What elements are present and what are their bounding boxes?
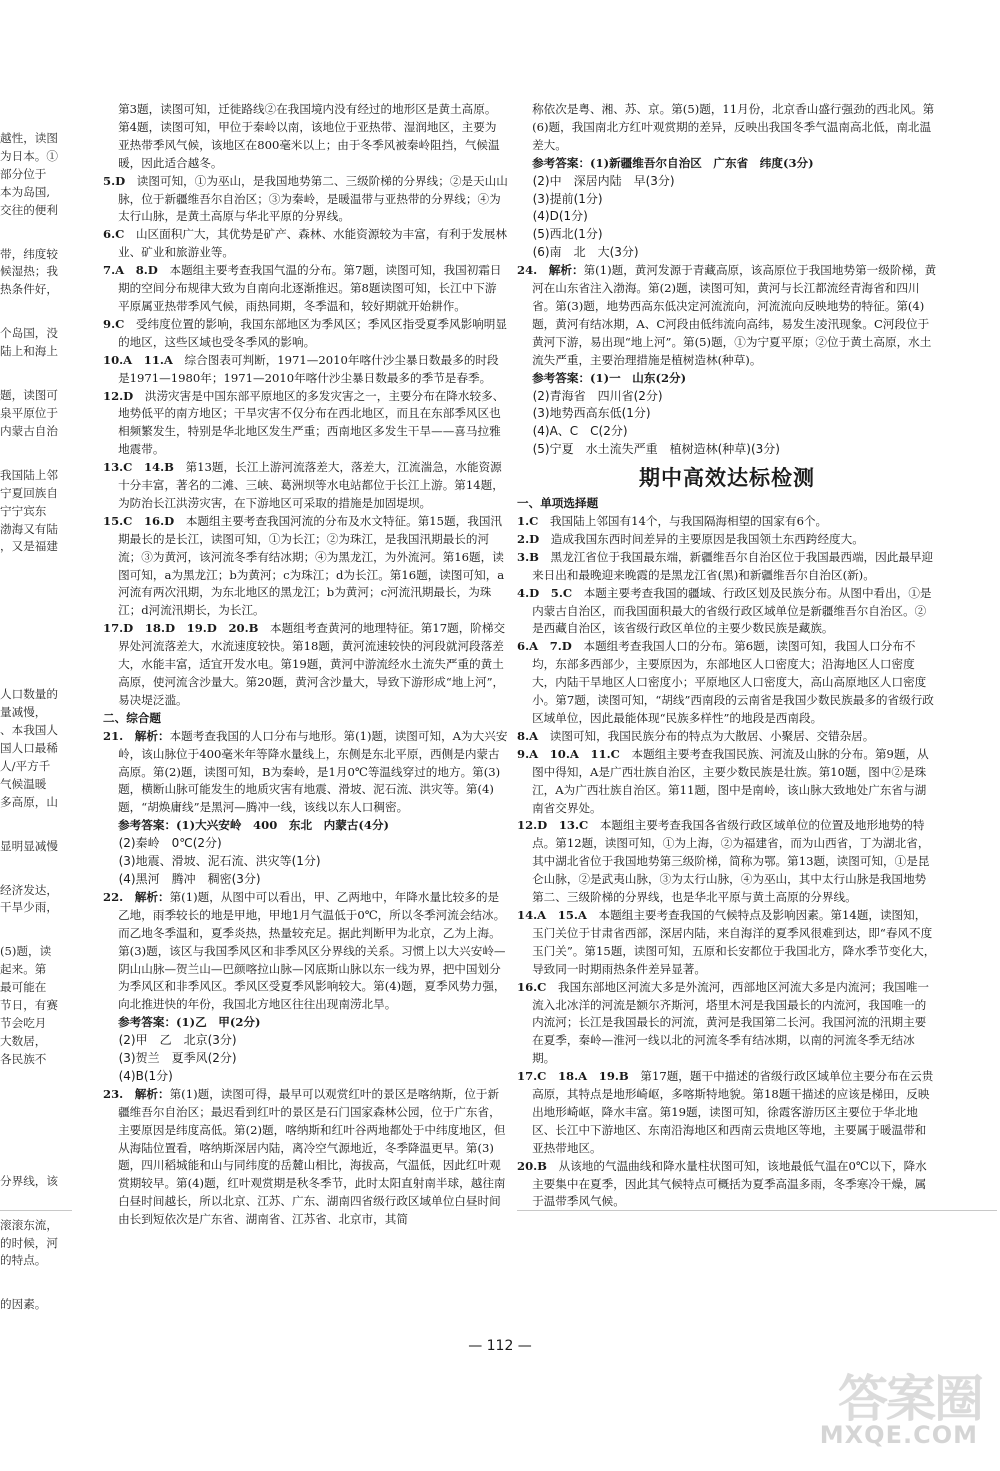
left-fragment-line: (5)题，读 <box>0 944 52 959</box>
left-fragment-line: 泉平原位于 <box>0 405 58 420</box>
question-number: 24. <box>517 263 538 278</box>
question-answer <box>517 728 937 746</box>
question-answer <box>517 1068 937 1158</box>
left-fragment-line <box>0 812 72 838</box>
question-answer <box>517 638 937 728</box>
question-answer <box>103 316 508 352</box>
left-fragment-line: 的因素。 <box>0 1297 47 1312</box>
left-fragment-line: 我国陆上邻 <box>0 467 58 482</box>
left-fragment-line: 部分位于 <box>0 166 47 181</box>
question-answer <box>103 262 508 316</box>
left-fragment-line <box>0 917 72 943</box>
question-answer <box>517 1158 937 1212</box>
answer-text: 参考答案：(1)乙 甲(2分) <box>118 1015 261 1030</box>
watermark-logo <box>802 1351 982 1461</box>
question-answer <box>103 513 508 620</box>
question-number: 13.C 14.B <box>103 460 174 475</box>
answer-subitem: (5)宁夏 水土流失严重 植树造林(种草)(3分) <box>532 442 780 457</box>
answer-text: 参考答案：(1)大兴安岭 400 东北 内蒙古(4分) <box>118 818 390 833</box>
left-fragment-line: 交往的便利 <box>0 202 58 217</box>
right-column <box>517 101 937 1211</box>
question-number: 5.D <box>103 173 126 188</box>
left-fragment-line: 本为岛国, <box>0 184 51 199</box>
left-fragment-line <box>0 556 72 582</box>
left-fragment-line: 显明显减慢 <box>0 838 58 853</box>
left-fragment-line <box>0 361 72 387</box>
left-fragment-line: 宁夏回族自 <box>0 485 58 500</box>
explanation-text: 本题组主要考查我国各省级行政区域单位的位置及地形地势的特点。第12题，读图可知，①为上海，②为福建省，而为山西省，丁为湖北省，其中湖北省位于我国地势第三级阶梯，简称为鄂。第13题，读图可知，①是昆仑山脉，②是武夷山脉，③为太行山脉，④为巫山，其中太行山脉是我国地势第二、三级阶梯的分界线，也是华北平原与黄土高原的分界线。 <box>532 818 930 905</box>
explanation-text: 读图可知，我国民族分布的特点为大散居、小聚居、交错杂居。 <box>549 728 875 743</box>
left-fragment-line: 人口数量的 <box>0 687 58 702</box>
analysis-label: 解析： <box>134 1086 170 1101</box>
left-fragment-line: 越性，读图 <box>0 131 58 145</box>
page-number: — 112 — <box>468 1338 532 1354</box>
question-number: 2.D <box>517 531 540 546</box>
left-fragment-line <box>0 1095 72 1121</box>
explanation-text: 造成我国东西时间差异的主要原因是我国领土东西跨经度大。 <box>550 531 864 546</box>
left-fragment-line: 为日本。① <box>0 148 58 163</box>
question-number: 21. <box>103 728 124 743</box>
question-number: 12.D <box>103 388 134 403</box>
left-fragment-line <box>0 608 72 634</box>
answer-subitem: (2)青海省 四川省(2分) <box>532 388 663 403</box>
left-fragment-line: 宁宁宾东 <box>0 503 47 518</box>
answer-subitem: (3)贺兰 夏季风(2分) <box>118 1051 237 1066</box>
question-number: 23. <box>103 1086 124 1101</box>
question-number: 9.C <box>103 316 125 331</box>
left-fragment-line: 气候温暖 <box>0 776 47 791</box>
middle-column <box>103 101 508 1229</box>
left-fragment-line <box>0 299 72 325</box>
left-fragment-line: 量减慢， <box>0 705 47 720</box>
explanation-text: 第13题，长江上游河流落差大，落差大，江流湍急，水能资源十分丰富，著名的二滩、三峡、葛洲坝等水电站都位于长江上游。第14题，为防治长江洪涝灾害，在下游地区可采取的措施是加固堤坝。 <box>118 460 504 510</box>
left-fragment-line: ，又是福建 <box>0 539 58 554</box>
question-number: 8.A <box>517 728 539 743</box>
analysis-label: 解析： <box>134 728 170 743</box>
left-fragment-line: 内蒙古自治 <box>0 423 58 438</box>
left-fragment-line: 的时候，河 <box>0 1235 58 1250</box>
question-answer <box>517 585 937 639</box>
question-answer <box>103 173 508 227</box>
explanation-text: 本题组主要考查我国民族、河流及山脉的分布。第9题，从图中得知，A是广西壮族自治区，主要少数民族是壮族。第10题，图中②是珠江，A为广西壮族自治区。第11题，图中是南岭，该山脉大致地处广东省与湖南省交界处。 <box>532 746 929 815</box>
left-fragment-line: 人/平方千 <box>0 758 51 773</box>
question-answer <box>517 513 937 531</box>
left-fragment-line: 大数居， <box>0 1033 47 1048</box>
reference-answer <box>103 817 508 835</box>
section-title: 期中高效达标检测 <box>639 465 815 491</box>
left-fragment-line: 起来。第 <box>0 962 47 977</box>
reference-answer <box>517 370 937 388</box>
answer-subitem: (2)秦岭 0℃(2分) <box>118 836 222 851</box>
left-fragment-line: 渤海又有陆 <box>0 521 58 536</box>
answer-text: 参考答案：(1)一 山东(2分) <box>532 370 687 385</box>
question-number: 17.D 18.D 19.D 20.B <box>103 621 259 636</box>
answer-subitem: (2)中 深居内陆 早(3分) <box>532 173 675 188</box>
question-answer <box>103 459 508 513</box>
question-number: 6.C <box>103 227 125 242</box>
question-number: 6.A 7.D <box>517 639 572 654</box>
question-number: 7.A 8.D <box>103 263 158 278</box>
question-answer <box>517 817 937 907</box>
reference-answer <box>103 1014 508 1032</box>
left-fragment-line: 分界线，该 <box>0 1173 58 1188</box>
explanation-text: 本题考查我国的人口分布与地形。第(1)题，读图可知，A为大兴安岭，该山脉位于400毫米年等降水量线上，东侧是东北平原，西侧是内蒙古高原。第(2)题，读图可知，B为秦岭，是1月0℃等温线穿过的地方。第(3)题，横断山脉可能发生的地质灾害有地震、滑坡、泥石流、洪灾等。第(4)题，“胡焕庸线”是黑河—腾冲一线，该线以东人口稠密。 <box>118 728 508 815</box>
question-answer <box>517 531 937 549</box>
left-fragment-line: 带，纬度较 <box>0 246 58 261</box>
explanation-text: 本题主要考查我国的疆域、行政区划及民族分布。从图中看出，①是内蒙古自治区，而我国面积最大的省级行政区域单位是新疆维吾尔自治区。②是西藏自治区，该省级行政区单位的主要少数民族是藏族。 <box>532 585 932 636</box>
answer-subitem: (3)提前(1分) <box>532 191 603 206</box>
left-fragment-line: 经济发达， <box>0 882 58 897</box>
explanation-text: 本题组考查我国人口的分布。第6题，读图可知，我国人口分布不均，东部多西部少，主要原因为，东部地区人口密度大；沿海地区人口密度大，内陆干旱地区人口密度小；平原地区人口密度大，高山高原地区人口密度小。第7题，读图可知，“胡线”西南段的云南省是我国少数民族最多的省级行政区域单位，因此最能体现“民族多样性”的地段是西南段。 <box>532 639 934 725</box>
section-heading: 一、单项选择题 <box>517 496 599 511</box>
left-fragment-line: 多高原，山 <box>0 794 58 809</box>
question-number: 17.C 18.A 19.B <box>517 1069 629 1084</box>
answer-subitem: (3)地势西高东低(1分) <box>532 406 651 421</box>
left-fragment-line: 候湿热；我 <box>0 264 58 279</box>
left-fragment-line: 、本我国人 <box>0 723 58 738</box>
left-fragment-line <box>0 1121 72 1147</box>
watermark-main-text: 答案圈 <box>838 1370 982 1428</box>
explanation-text: 从该地的气温曲线和降水量柱状图可知，该地最低气温在0℃以下，降水主要集中在夏季，因此其气候特点可概括为夏季高温多雨，冬季寒冷干燥，属于温带季风气候。 <box>532 1158 927 1209</box>
continued-text: 称依次是粤、湘、苏、京。第(5)题，11月份，北京香山盛行强劲的西北风。第(6)题，我国南北方红叶观赏期的差异，反映出我国冬季气温南高北低，南北温差大。 <box>532 102 935 152</box>
left-fragment-line: 滚滚东流， <box>0 1217 58 1232</box>
question-number: 10.A 11.A <box>103 352 173 367</box>
explanation-text: 我国陆上邻国有14个，与我国隔海相望的国家有6个。 <box>549 514 828 529</box>
analysis-label: 解析： <box>548 263 584 278</box>
left-fragment-line <box>0 1069 72 1095</box>
explanation-text: 第(1)题，从图中可以看出，甲、乙两地中，年降水量比较多的是乙地，雨季较长的地是甲地，甲地1月气温低于0℃，所以冬季河流会结冰。而乙地冬季温和，夏季炎热，热量较充足。据此判断甲为北京，乙为上海。第(3)题，该区与我国季风区和非季风区分界线的关系。习惯上以大兴安岭—阴山山脉—贺兰山—巴颜喀拉山脉—冈底斯山脉以东一线为界，把中国划分为季风区和非季风区。季风区受夏季风影响较大。第(4)题，夏季风势力强，向北推进快的年份，我国北方地区往往出现南涝北旱。 <box>118 889 506 1012</box>
explanation-text: 本题组主要考查我国气温的分布。第7题，读图可知，我国初霜日期的空间分布规律大致为自南向北逐渐推迟。第8题读图可知，长江中下游平原属亚热带季风气候，雨热同期，冬季温和，较好期就开始耕作。 <box>118 263 502 313</box>
watermark-sub-text: MXQE.COM <box>819 1421 978 1449</box>
answer-subitem: (4)A、C C(2分) <box>532 424 628 439</box>
answer-text: 参考答案：(1)新疆维吾尔自治区 广东省 纬度(3分) <box>532 155 814 170</box>
continued-text: 第3题，读图可知，迁徙路线②在我国境内没有经过的地形区是黄土高原。第4题，读图可知，甲位于秦岭以南，该地位于亚热带、湿润地区，主要为亚热带季风气候，该地区在800毫米以上；由于冬季风被秦岭阻挡，气候温暖，因此适合越冬。 <box>118 102 500 170</box>
question-answer <box>103 352 508 388</box>
question-number: 20.B <box>517 1158 547 1173</box>
left-fragment-line: 各民族不 <box>0 1051 47 1066</box>
reference-answer <box>517 155 937 173</box>
question-number: 9.A 10.A 11.C <box>517 746 620 761</box>
question-number: 1.C <box>517 514 539 529</box>
answer-subitem: (5)西北(1分) <box>532 227 603 242</box>
left-column-fragment <box>0 130 72 1314</box>
left-fragment-line <box>0 1147 72 1173</box>
explanation-text: 综合图表可判断，1971—2010年喀什沙尘暴日数最多的时段是1971—1980年；1971—2010年喀什沙尘暴日数最多的季节是春季。 <box>118 352 499 385</box>
left-fragment-line <box>0 856 72 882</box>
question-number: 12.D 13.C <box>517 818 589 833</box>
question-answer <box>103 388 508 460</box>
question-number: 3.B <box>517 549 539 564</box>
left-fragment-line <box>0 582 72 608</box>
left-fragment-line: 的特点。 <box>0 1253 47 1268</box>
question-number: 15.C 16.D <box>103 513 175 528</box>
answer-subitem: (4)D(1分) <box>532 209 588 224</box>
left-fragment-line: 个岛国，没 <box>0 326 58 341</box>
left-fragment-line <box>0 634 72 660</box>
explanation-text: 受纬度位置的影响，我国东部地区为季风区；季风区指受夏季风影响明显的地区，这些区域也受冬季风的影响。 <box>118 316 507 349</box>
left-fragment-line <box>0 660 72 686</box>
left-fragment-line: 题，读图可 <box>0 388 58 403</box>
question-number: 14.A 15.A <box>517 907 587 922</box>
left-fragment-line: 干旱少雨， <box>0 900 58 915</box>
left-divider <box>0 1210 72 1211</box>
question-number: 16.C <box>517 979 547 994</box>
left-fragment-line <box>0 1270 72 1296</box>
question-answer <box>103 226 508 262</box>
explanation-text: 我国东部地区河流大多是外流河，西部地区河流大多是内流河；我国唯一流入北冰洋的河流是额尔齐斯河，塔里木河是我国最长的内流河，我国唯一的内流河；长江是我国最长的河流，黄河是我国第二长河。我国河流的汛期主要在夏季，秦岭—淮河一线以北的河流冬季有结冰期，以南的河流冬季无结冰期。 <box>532 979 930 1066</box>
answer-subitem: (4)B(1分) <box>118 1068 173 1083</box>
analysis-label: 解析： <box>134 889 170 904</box>
question-answer <box>517 262 937 369</box>
question-answer <box>103 728 508 818</box>
explanation-text: 本题组考查黄河的地理特征。第17题，阶梯交界处河流落差大，水流速度较快。第18题，黄河流速较快的河段就河段落差大，水能丰富，适宜开发水电。第19题，黄河中游流经水土流失严重的黄土高原，使河流含沙量大。第20题，黄河含沙量大，导致下游形成“地上河”，易决堤泛滥。 <box>118 621 506 707</box>
left-fragment-line: 节会吃月 <box>0 1016 47 1030</box>
left-fragment-line: 陆上和海上 <box>0 344 58 359</box>
left-fragment-line <box>0 441 72 467</box>
explanation-text: 第(1)题，读图可得，最早可以观赏红叶的景区是喀纳斯，位于新疆维吾尔自治区；最迟看到红叶的景区是石门国家森林公园，位于广东省，主要原因是纬度高低。第(2)题，喀纳斯和红叶谷两地都处于中纬度地区，但从海陆位置看，喀纳斯深居内陆，离冷空气源地近，冬季降温更早。第(3)题，四川稻城能和山与同纬度的岳麓山相比，海拔高，气温低，因此红叶观赏期较早。第(4)题，红叶观赏期是秋冬季节，此时太阳直射南半球，越往南白昼时间越长，所以北京、江苏、广东、湖南四省级行政区域单位白昼时间由长到短依次是广东省、湖南省、江苏省、北京市，其简 <box>118 1086 506 1227</box>
answer-subitem: (6)南 北 大(3分) <box>532 245 639 260</box>
question-answer <box>103 620 508 710</box>
left-fragment-line: 节日，有赛 <box>0 998 58 1013</box>
question-answer <box>103 1086 508 1229</box>
question-answer <box>517 907 937 979</box>
explanation-text: 本题组主要考查我国河流的分布及水文特征。第15题，我国汛期最长的是长江，读图可知，①为长江；②为珠江，是我国汛期最长的河流；③为黄河，该河流冬季有结冰期；④为黑龙江，为外流河。第16题，读图可知，a为黑龙江；b为黄河；c为珠江；d为长江。第16题，读图可知，a河流有两次汛期，为东北地区的黑龙江；b为黄河；c河流汛期最长，为珠江；d河流汛期长，为长江。 <box>118 513 505 618</box>
explanation-text: 洪涝灾害是中国东部平原地区的多发灾害之一，主要分布在降水较多、地势低平的南方地区；干旱灾害不仅分布在西北地区，而且在东部季风区也相频繁发生，特别是华北地区发生严重；西南地区多发生干旱——喜马拉雅地震带。 <box>118 388 505 457</box>
explanation-text: 山区面积广大，其优势是矿产、森林、水能资源较为丰富，有利于发展林业、矿业和旅游业等。 <box>118 227 507 260</box>
left-fragment-line <box>0 220 72 246</box>
explanation-text: 读图可知，①为巫山，是我国地势第二、三级阶梯的分界线；②是天山山脉，位于新疆维吾尔自治区；③为秦岭，是暖温带与亚热带的分界线；④为太行山脉，是黄土高原与华北平原的分界线。 <box>118 173 508 224</box>
explanation-text: 第17题，题干中描述的省级行政区域单位主要分布在云贵高原，其特点是地形崎岖，多喀斯特地貌。第18题干描述的应该是梯田，反映出地形崎岖，降水丰富。第19题，读图可知，徐霞客游历区主要位于华北地区、长江中下游地区、东南沿海地区和西南云贵地区等地，主要属于暖温带和亚热带地区。 <box>532 1069 934 1155</box>
left-fragment-line: 国人口最稀 <box>0 741 58 756</box>
explanation-text: 第(1)题，黄河发源于青藏高原，该高原位于我国地势第一级阶梯，黄河在山东省注入渤海。第(2)题，读图可知，黄河与长江都流经青海省和四川省。第(3)题，地势西高东低决定河流流向，河流流向反映地势的特征。第(4)题，黄河有结冰期，A、C河段由低纬流向高纬，易发生凌汛现象。C河段位于黄河下游，易出现“地上河”。第(5)题，①为宁夏平原；②位于黄土高原，水土流失严重，主要治理措施是植树造林(种草)。 <box>532 263 937 367</box>
section-heading: 二、综合题 <box>103 710 161 725</box>
left-fragment-line: 最可能在 <box>0 980 47 995</box>
answer-subitem: (4)黑河 腾冲 稠密(3分) <box>118 871 261 886</box>
question-answer <box>517 549 937 585</box>
answer-subitem: (3)地震、滑坡、泥石流、洪灾等(1分) <box>118 854 321 869</box>
left-fragment-line <box>0 1191 72 1217</box>
right-divider <box>517 1210 997 1211</box>
answer-subitem: (2)甲 乙 北京(3分) <box>118 1033 237 1048</box>
explanation-text: 黑龙江省位于我国最东端，新疆维吾尔自治区位于我国最西端，因此最早迎来日出和最晚迎来晚霞的是黑龙江省(黑)和新疆维吾尔自治区(新)。 <box>532 549 934 582</box>
question-answer <box>517 746 937 818</box>
question-answer <box>517 979 937 1069</box>
question-number: 4.D 5.C <box>517 585 573 600</box>
question-number: 22. <box>103 889 124 904</box>
question-answer <box>103 889 508 1014</box>
explanation-text: 本题组主要考查我国的气候特点及影响因素。第14题，读图知，玉门关位于甘肃省西部，深居内陆，来自海洋的夏季风很难到达，即“春风不度玉门关”。第15题，读图可知，五原和长安都位于我国北方，降水季节变化大，导致同一时期雨热条件差异显著。 <box>532 907 936 976</box>
left-fragment-line: 热条件好， <box>0 282 58 297</box>
